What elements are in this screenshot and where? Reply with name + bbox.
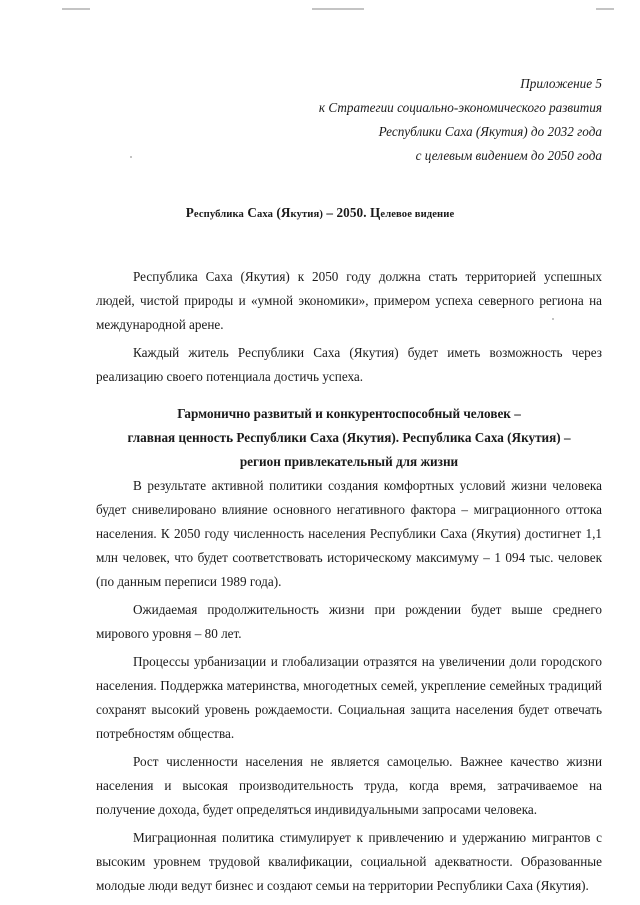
scan-speck xyxy=(130,156,132,158)
section-heading-line: Гармонично развитый и конкурентоспособный человек – xyxy=(177,406,521,421)
title-fragment: елевое видение xyxy=(380,209,455,220)
intro-paragraph: Каждый житель Республики Саха (Якутия) будет иметь возможность через реализацию своего потенциала достичь успеха. xyxy=(96,345,602,384)
intro-paragraph: Республика Саха (Якутия) к 2050 году должна стать территорией успешных людей, чистой природы и «умной экономики», примером успеха северного региона на международной арене. xyxy=(96,269,602,332)
body-paragraph: Процессы урбанизации и глобализации отразятся на увеличении доли городского населения. Поддержка материнства, многодетных семей, укрепление семейных традиций сохранят высокий уровень рождаемости. Социальная защита населения будет отвечать потребностям общества. xyxy=(96,654,602,741)
body-paragraph: В результате активной политики создания комфортных условий жизни человека будет снивелировано влияние основного негативного фактора – миграционного оттока населения. К 2050 году численность населения Республики Саха (Якутия) достигнет 1,1 млн человек, что будет соответствовать историческому максимуму – 1 094 тыс. человек (по данным переписи 1989 года). xyxy=(96,478,602,589)
title-fragment: Р xyxy=(185,205,194,220)
title-fragment: С xyxy=(247,205,257,220)
section-heading-line: главная ценность Республики Саха (Якутия). Республика Саха (Якутия) – xyxy=(127,430,571,445)
title-fragment: (Я xyxy=(276,205,291,220)
title-fragment: еспублика xyxy=(193,209,244,220)
body-paragraph: Рост численности населения не является самоцелью. Важнее качество жизни населения и высокая производительность труда, когда время, затрачиваемое на получение дохода, будет определяться индивидуальными запросами человека. xyxy=(96,754,602,817)
section-heading-line: регион привлекательный для жизни xyxy=(239,454,459,469)
appendix-reference: с целевым видением до 2050 года xyxy=(415,148,602,163)
appendix-reference: Республики Саха (Якутия) до 2032 года xyxy=(378,124,602,139)
title-fragment: – 2050. xyxy=(326,205,367,220)
appendix-reference: к Стратегии социально-экономического развития xyxy=(318,100,602,115)
title-fragment: кутия) xyxy=(290,209,323,220)
body-paragraph: Ожидаемая продолжительность жизни при рождении будет выше среднего мирового уровня – 80 лет. xyxy=(96,602,602,641)
scan-artifact-center xyxy=(312,8,364,10)
title-fragment: Ц xyxy=(370,205,381,220)
body-paragraph: Миграционная политика стимулирует к привлечению и удержанию мигрантов с высоким уровнем трудовой квалификации, социальной адекватности. Образованные молодые люди ведут бизнес и создают семьи на территории Республики Саха (Якутия). xyxy=(96,830,602,893)
section-heading xyxy=(96,402,602,474)
intro-block xyxy=(96,265,602,393)
scan-artifact-left xyxy=(62,8,90,10)
section-block xyxy=(96,402,602,902)
title-fragment: аха xyxy=(256,209,274,220)
document-title xyxy=(0,205,640,221)
appendix-number: Приложение 5 xyxy=(520,76,602,91)
appendix-note xyxy=(242,72,602,168)
scan-artifact-right xyxy=(596,8,614,10)
